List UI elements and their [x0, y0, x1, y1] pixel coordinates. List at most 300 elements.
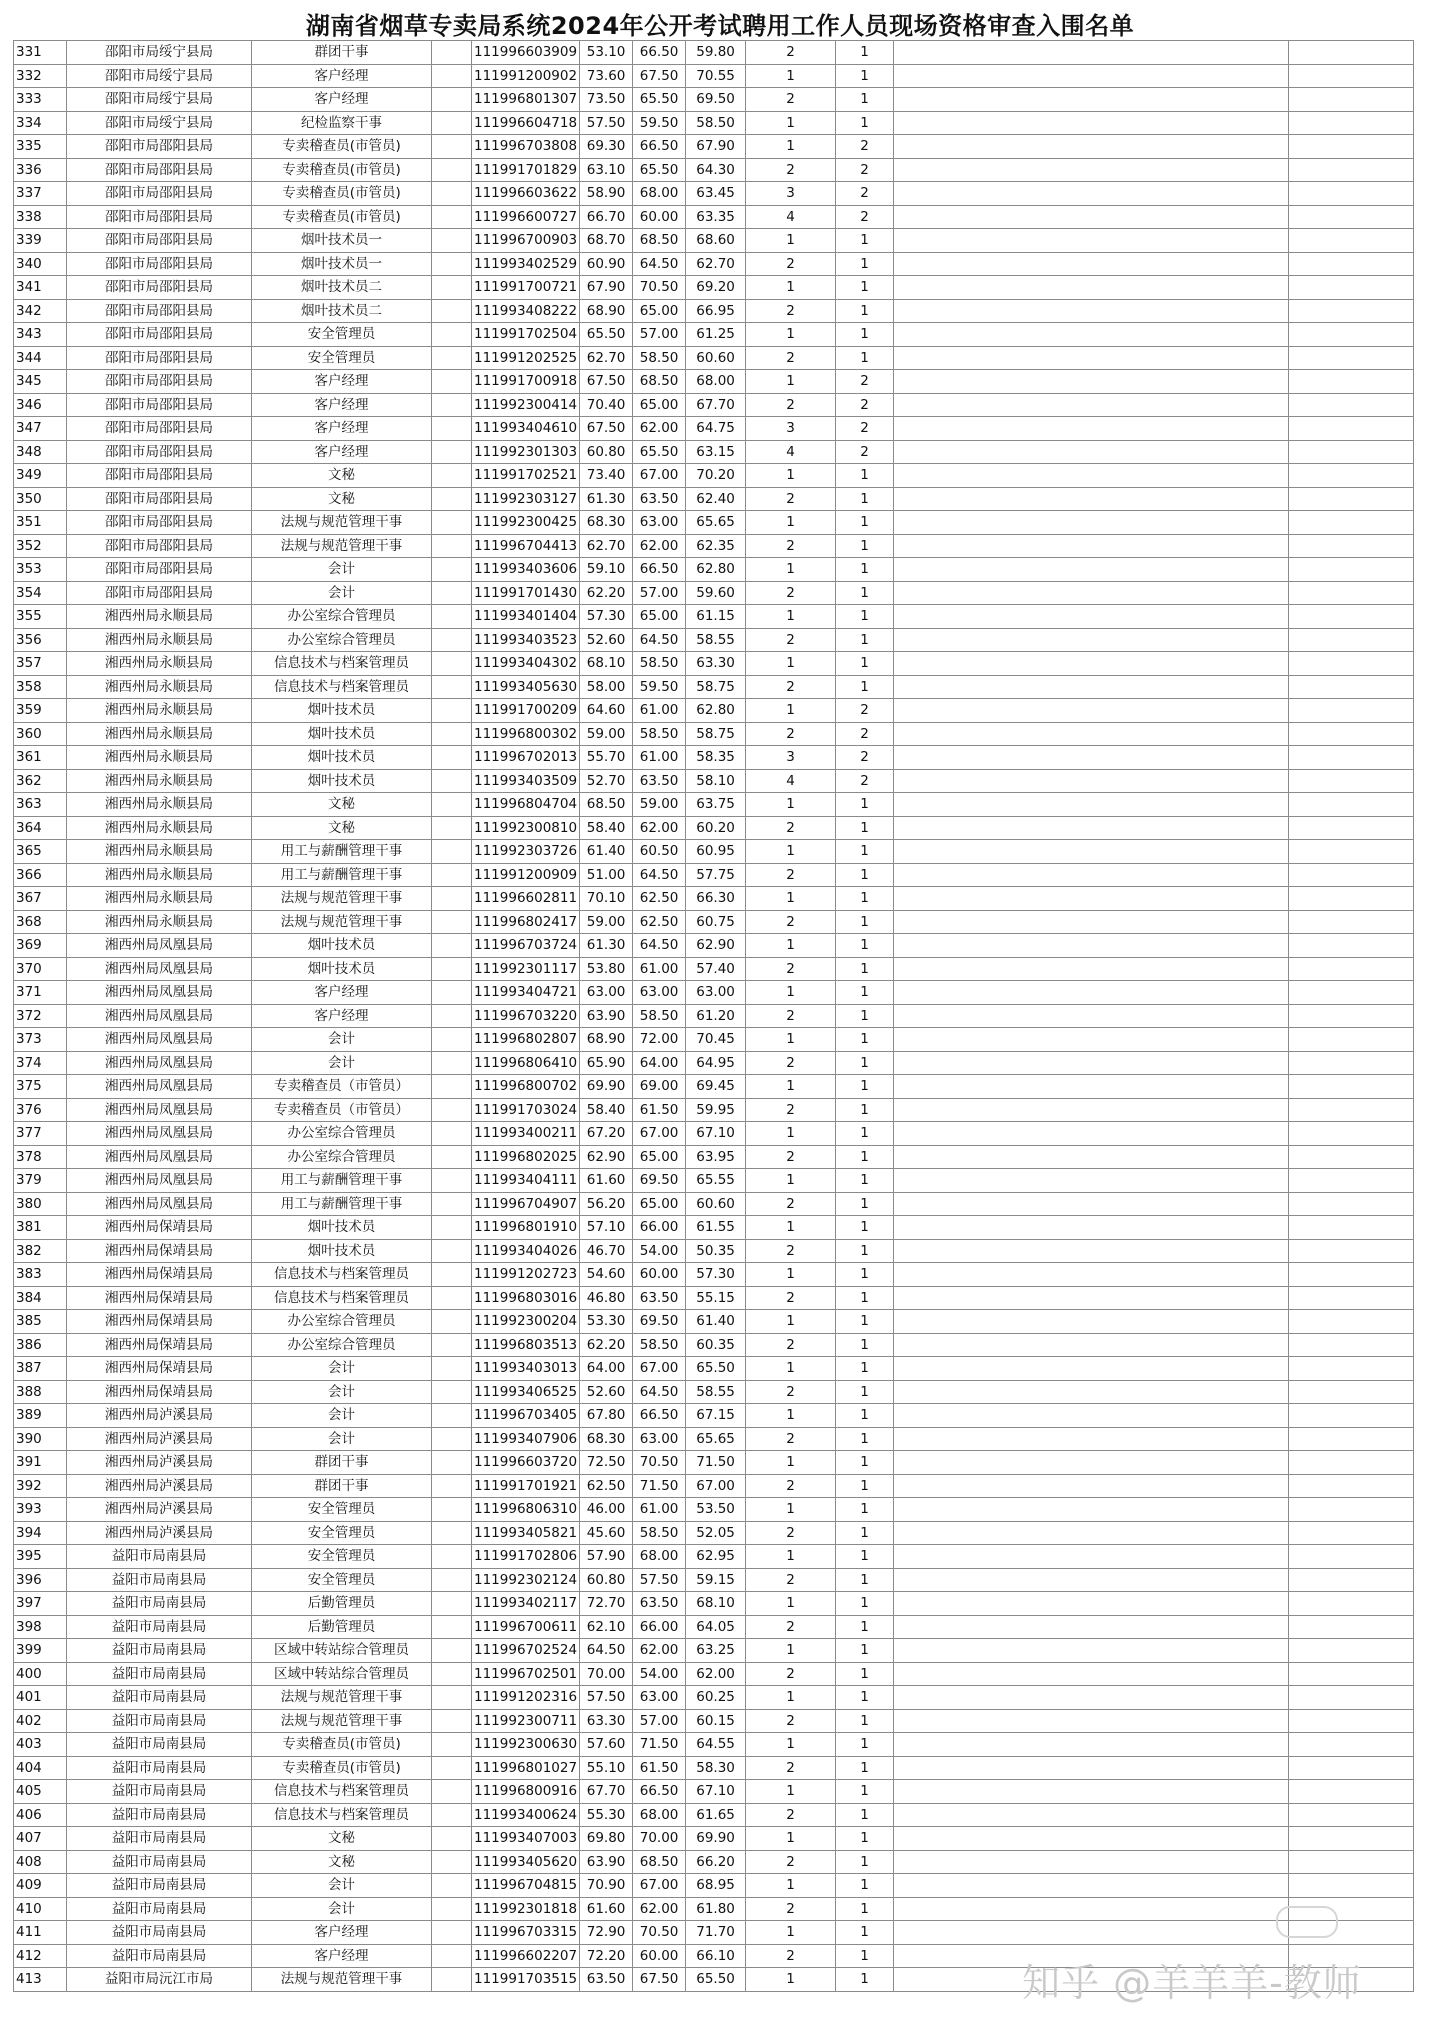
rank: 2 [746, 1521, 836, 1545]
test-score: 66.00 [633, 1615, 686, 1639]
empty-cell [1289, 746, 1414, 770]
total-score: 66.30 [686, 887, 746, 911]
quota: 1 [836, 534, 894, 558]
employer-unit: 邵阳市局邵阳县局 [67, 464, 252, 488]
test-score: 71.50 [633, 1474, 686, 1498]
test-score: 58.50 [633, 346, 686, 370]
position-name: 办公室综合管理员 [252, 605, 432, 629]
empty-cell [1289, 1756, 1414, 1780]
table-row [14, 1239, 1414, 1263]
empty-cell [894, 1333, 1289, 1357]
employer-unit: 益阳市局南县局 [67, 1921, 252, 1945]
table-row [14, 1310, 1414, 1334]
empty-cell [894, 1521, 1289, 1545]
total-score: 63.35 [686, 205, 746, 229]
position-name: 专卖稽查员(市管员) [252, 1756, 432, 1780]
position-name: 群团干事 [252, 1474, 432, 1498]
exam-id: 111996806410 [472, 1051, 580, 1075]
row-number: 392 [14, 1474, 67, 1498]
total-score: 52.05 [686, 1521, 746, 1545]
rank: 2 [746, 158, 836, 182]
empty-cell [1289, 1521, 1414, 1545]
row-number: 397 [14, 1592, 67, 1616]
test-score: 63.50 [633, 769, 686, 793]
rank: 2 [746, 1803, 836, 1827]
total-score: 67.15 [686, 1404, 746, 1428]
written-score: 69.30 [580, 135, 633, 159]
empty-cell [894, 1028, 1289, 1052]
employer-unit: 湘西州局凤凰县局 [67, 1051, 252, 1075]
exam-id: 111996800302 [472, 722, 580, 746]
employer-unit: 邵阳市局邵阳县局 [67, 370, 252, 394]
empty-cell [894, 1380, 1289, 1404]
exam-id: 111992300414 [472, 393, 580, 417]
written-score: 59.10 [580, 558, 633, 582]
written-score: 53.30 [580, 1310, 633, 1334]
rank: 2 [746, 1098, 836, 1122]
empty-cell [1289, 1451, 1414, 1475]
quota: 1 [836, 1075, 894, 1099]
empty-cell [1289, 1474, 1414, 1498]
row-number: 343 [14, 323, 67, 347]
row-number: 361 [14, 746, 67, 770]
quota: 1 [836, 1568, 894, 1592]
empty-cell [1289, 464, 1414, 488]
position-name: 信息技术与档案管理员 [252, 1780, 432, 1804]
exam-id: 111991701921 [472, 1474, 580, 1498]
quota: 1 [836, 252, 894, 276]
table-row [14, 816, 1414, 840]
empty-cell [894, 1286, 1289, 1310]
written-score: 61.60 [580, 1897, 633, 1921]
rank: 1 [746, 1263, 836, 1287]
quota: 1 [836, 1051, 894, 1075]
quota: 1 [836, 1592, 894, 1616]
written-score: 68.70 [580, 229, 633, 253]
rank: 2 [746, 299, 836, 323]
blank-cell [432, 628, 472, 652]
test-score: 72.00 [633, 1028, 686, 1052]
row-number: 409 [14, 1874, 67, 1898]
empty-cell [894, 1263, 1289, 1287]
row-number: 369 [14, 934, 67, 958]
empty-cell [894, 1662, 1289, 1686]
blank-cell [432, 229, 472, 253]
table-row [14, 1662, 1414, 1686]
employer-unit: 邵阳市局邵阳县局 [67, 252, 252, 276]
total-score: 63.45 [686, 182, 746, 206]
empty-cell [1289, 816, 1414, 840]
position-name: 法规与规范管理干事 [252, 511, 432, 535]
position-name: 安全管理员 [252, 1498, 432, 1522]
employer-unit: 邵阳市局绥宁县局 [67, 64, 252, 88]
written-score: 61.40 [580, 840, 633, 864]
total-score: 59.80 [686, 41, 746, 65]
test-score: 67.00 [633, 1874, 686, 1898]
row-number: 375 [14, 1075, 67, 1099]
test-score: 69.00 [633, 1075, 686, 1099]
empty-cell [1289, 440, 1414, 464]
total-score: 58.75 [686, 722, 746, 746]
total-score: 64.75 [686, 417, 746, 441]
employer-unit: 邵阳市局邵阳县局 [67, 440, 252, 464]
employer-unit: 湘西州局泸溪县局 [67, 1521, 252, 1545]
empty-cell [894, 1639, 1289, 1663]
blank-cell [432, 1075, 472, 1099]
empty-cell [1289, 722, 1414, 746]
test-score: 65.00 [633, 299, 686, 323]
total-score: 60.75 [686, 910, 746, 934]
total-score: 58.75 [686, 675, 746, 699]
row-number: 389 [14, 1404, 67, 1428]
position-name: 烟叶技术员 [252, 934, 432, 958]
table-row [14, 581, 1414, 605]
rank: 2 [746, 863, 836, 887]
row-number: 386 [14, 1333, 67, 1357]
exam-id: 111996600727 [472, 205, 580, 229]
position-name: 信息技术与档案管理员 [252, 1803, 432, 1827]
blank-cell [432, 1216, 472, 1240]
written-score: 65.50 [580, 323, 633, 347]
table-row [14, 323, 1414, 347]
blank-cell [432, 1427, 472, 1451]
employer-unit: 湘西州局凤凰县局 [67, 1028, 252, 1052]
empty-cell [894, 1874, 1289, 1898]
table-row [14, 628, 1414, 652]
test-score: 65.00 [633, 1145, 686, 1169]
exam-id: 111996802807 [472, 1028, 580, 1052]
position-name: 文秘 [252, 816, 432, 840]
row-number: 406 [14, 1803, 67, 1827]
blank-cell [432, 699, 472, 723]
quota: 1 [836, 840, 894, 864]
blank-cell [432, 440, 472, 464]
blank-cell [432, 1122, 472, 1146]
empty-cell [894, 511, 1289, 535]
row-number: 401 [14, 1686, 67, 1710]
written-score: 57.60 [580, 1733, 633, 1757]
empty-cell [894, 1075, 1289, 1099]
test-score: 64.00 [633, 1051, 686, 1075]
employer-unit: 邵阳市局邵阳县局 [67, 534, 252, 558]
empty-cell [1289, 1709, 1414, 1733]
total-score: 61.65 [686, 1803, 746, 1827]
row-number: 333 [14, 88, 67, 112]
total-score: 70.20 [686, 464, 746, 488]
table-row [14, 487, 1414, 511]
table-row [14, 393, 1414, 417]
test-score: 62.00 [633, 417, 686, 441]
row-number: 393 [14, 1498, 67, 1522]
total-score: 62.95 [686, 1545, 746, 1569]
empty-cell [1289, 252, 1414, 276]
table-row [14, 205, 1414, 229]
position-name: 客户经理 [252, 1921, 432, 1945]
empty-cell [894, 1780, 1289, 1804]
row-number: 351 [14, 511, 67, 535]
blank-cell [432, 1357, 472, 1381]
employer-unit: 湘西州局保靖县局 [67, 1216, 252, 1240]
empty-cell [894, 816, 1289, 840]
written-score: 58.90 [580, 182, 633, 206]
employer-unit: 益阳市局南县局 [67, 1897, 252, 1921]
empty-cell [894, 558, 1289, 582]
rank: 2 [746, 1427, 836, 1451]
empty-cell [1289, 1733, 1414, 1757]
total-score: 61.40 [686, 1310, 746, 1334]
position-name: 群团干事 [252, 1451, 432, 1475]
blank-cell [432, 1850, 472, 1874]
empty-cell [894, 934, 1289, 958]
empty-cell [1289, 769, 1414, 793]
total-score: 68.00 [686, 370, 746, 394]
empty-cell [1289, 1380, 1414, 1404]
written-score: 59.00 [580, 910, 633, 934]
position-name: 烟叶技术员二 [252, 299, 432, 323]
exam-id: 111996703808 [472, 135, 580, 159]
rank: 2 [746, 1004, 836, 1028]
rank: 1 [746, 934, 836, 958]
total-score: 70.55 [686, 64, 746, 88]
blank-cell [432, 1380, 472, 1404]
empty-cell [1289, 158, 1414, 182]
employer-unit: 邵阳市局邵阳县局 [67, 417, 252, 441]
empty-cell [1289, 1239, 1414, 1263]
row-number: 385 [14, 1310, 67, 1334]
blank-cell [432, 252, 472, 276]
written-score: 62.50 [580, 1474, 633, 1498]
total-score: 67.90 [686, 135, 746, 159]
rank: 4 [746, 440, 836, 464]
blank-cell [432, 1686, 472, 1710]
total-score: 55.15 [686, 1286, 746, 1310]
quota: 1 [836, 957, 894, 981]
quota: 1 [836, 1263, 894, 1287]
written-score: 55.70 [580, 746, 633, 770]
written-score: 67.80 [580, 1404, 633, 1428]
rank: 2 [746, 346, 836, 370]
table-row [14, 1098, 1414, 1122]
empty-cell [894, 1192, 1289, 1216]
table-row [14, 1615, 1414, 1639]
employer-unit: 益阳市局南县局 [67, 1756, 252, 1780]
employer-unit: 邵阳市局邵阳县局 [67, 487, 252, 511]
empty-cell [1289, 1145, 1414, 1169]
table-row [14, 135, 1414, 159]
table-row [14, 1733, 1414, 1757]
written-score: 73.40 [580, 464, 633, 488]
total-score: 60.95 [686, 840, 746, 864]
empty-cell [894, 1850, 1289, 1874]
blank-cell [432, 1733, 472, 1757]
quota: 1 [836, 511, 894, 535]
row-number: 384 [14, 1286, 67, 1310]
quota: 2 [836, 205, 894, 229]
employer-unit: 邵阳市局邵阳县局 [67, 299, 252, 323]
employer-unit: 湘西州局凤凰县局 [67, 1192, 252, 1216]
written-score: 72.70 [580, 1592, 633, 1616]
row-number: 383 [14, 1263, 67, 1287]
table-row [14, 1874, 1414, 1898]
written-score: 73.60 [580, 64, 633, 88]
employer-unit: 湘西州局泸溪县局 [67, 1427, 252, 1451]
empty-cell [894, 887, 1289, 911]
total-score: 62.80 [686, 699, 746, 723]
total-score: 59.95 [686, 1098, 746, 1122]
table-row [14, 1568, 1414, 1592]
written-score: 68.10 [580, 652, 633, 676]
quota: 1 [836, 1780, 894, 1804]
quota: 2 [836, 699, 894, 723]
empty-cell [894, 252, 1289, 276]
table-row [14, 1921, 1414, 1945]
empty-cell [894, 910, 1289, 934]
blank-cell [432, 1098, 472, 1122]
exam-id: 111996800702 [472, 1075, 580, 1099]
employer-unit: 湘西州局永顺县局 [67, 887, 252, 911]
quota: 1 [836, 1662, 894, 1686]
blank-cell [432, 1615, 472, 1639]
test-score: 62.00 [633, 534, 686, 558]
test-score: 63.50 [633, 1286, 686, 1310]
position-name: 安全管理员 [252, 323, 432, 347]
empty-cell [894, 1568, 1289, 1592]
rank: 1 [746, 1733, 836, 1757]
quota: 1 [836, 934, 894, 958]
exam-id: 111996700611 [472, 1615, 580, 1639]
position-name: 群团干事 [252, 41, 432, 65]
rank: 1 [746, 511, 836, 535]
test-score: 63.00 [633, 1427, 686, 1451]
test-score: 64.50 [633, 628, 686, 652]
quota: 1 [836, 41, 894, 65]
position-name: 客户经理 [252, 981, 432, 1005]
exam-id: 111992300630 [472, 1733, 580, 1757]
table-row [14, 511, 1414, 535]
table-row [14, 1192, 1414, 1216]
rank: 1 [746, 1357, 836, 1381]
row-number: 400 [14, 1662, 67, 1686]
total-score: 68.10 [686, 1592, 746, 1616]
exam-id: 111993405620 [472, 1850, 580, 1874]
rank: 1 [746, 135, 836, 159]
exam-id: 111996700903 [472, 229, 580, 253]
table-row [14, 346, 1414, 370]
test-score: 65.50 [633, 88, 686, 112]
exam-id: 111991700918 [472, 370, 580, 394]
employer-unit: 益阳市局南县局 [67, 1686, 252, 1710]
row-number: 355 [14, 605, 67, 629]
quota: 1 [836, 1404, 894, 1428]
test-score: 61.00 [633, 699, 686, 723]
test-score: 71.50 [633, 1733, 686, 1757]
rank: 2 [746, 1615, 836, 1639]
position-name: 法规与规范管理干事 [252, 1709, 432, 1733]
written-score: 46.00 [580, 1498, 633, 1522]
total-score: 59.60 [686, 581, 746, 605]
test-score: 59.50 [633, 675, 686, 699]
empty-cell [894, 1803, 1289, 1827]
position-name: 法规与规范管理干事 [252, 910, 432, 934]
position-name: 用工与薪酬管理干事 [252, 1192, 432, 1216]
total-score: 65.55 [686, 1169, 746, 1193]
quota: 2 [836, 135, 894, 159]
blank-cell [432, 346, 472, 370]
rank: 3 [746, 417, 836, 441]
position-name: 客户经理 [252, 88, 432, 112]
table-row [14, 1028, 1414, 1052]
blank-cell [432, 1803, 472, 1827]
empty-cell [1289, 487, 1414, 511]
rank: 1 [746, 464, 836, 488]
exam-id: 111992303726 [472, 840, 580, 864]
empty-cell [894, 699, 1289, 723]
quota: 1 [836, 1827, 894, 1851]
empty-cell [1289, 840, 1414, 864]
total-score: 58.50 [686, 111, 746, 135]
empty-cell [894, 769, 1289, 793]
position-name: 烟叶技术员一 [252, 252, 432, 276]
total-score: 60.35 [686, 1333, 746, 1357]
rank: 2 [746, 1756, 836, 1780]
empty-cell [894, 370, 1289, 394]
empty-cell [1289, 1169, 1414, 1193]
total-score: 63.95 [686, 1145, 746, 1169]
position-name: 客户经理 [252, 440, 432, 464]
empty-cell [894, 746, 1289, 770]
exam-id: 111993406525 [472, 1380, 580, 1404]
row-number: 350 [14, 487, 67, 511]
empty-cell [894, 487, 1289, 511]
total-score: 58.10 [686, 769, 746, 793]
total-score: 63.75 [686, 793, 746, 817]
test-score: 69.50 [633, 1169, 686, 1193]
blank-cell [432, 1592, 472, 1616]
table-row [14, 1639, 1414, 1663]
written-score: 52.70 [580, 769, 633, 793]
test-score: 66.50 [633, 135, 686, 159]
blank-cell [432, 135, 472, 159]
rank: 1 [746, 840, 836, 864]
empty-cell [1289, 1803, 1414, 1827]
exam-id: 111996702501 [472, 1662, 580, 1686]
quota: 1 [836, 464, 894, 488]
total-score: 67.70 [686, 393, 746, 417]
exam-id: 111992300204 [472, 1310, 580, 1334]
blank-cell [432, 1709, 472, 1733]
total-score: 62.40 [686, 487, 746, 511]
rank: 1 [746, 1686, 836, 1710]
employer-unit: 邵阳市局绥宁县局 [67, 41, 252, 65]
written-score: 52.60 [580, 1380, 633, 1404]
row-number: 359 [14, 699, 67, 723]
test-score: 63.00 [633, 1686, 686, 1710]
empty-cell [894, 158, 1289, 182]
position-name: 法规与规范管理干事 [252, 887, 432, 911]
empty-cell [1289, 1310, 1414, 1334]
test-score: 68.50 [633, 1850, 686, 1874]
table-row [14, 41, 1414, 65]
rank: 2 [746, 816, 836, 840]
employer-unit: 湘西州局永顺县局 [67, 605, 252, 629]
test-score: 70.50 [633, 1921, 686, 1945]
table-row [14, 1498, 1414, 1522]
written-score: 45.60 [580, 1521, 633, 1545]
test-score: 61.00 [633, 957, 686, 981]
written-score: 61.30 [580, 487, 633, 511]
empty-cell [894, 652, 1289, 676]
employer-unit: 湘西州局永顺县局 [67, 769, 252, 793]
